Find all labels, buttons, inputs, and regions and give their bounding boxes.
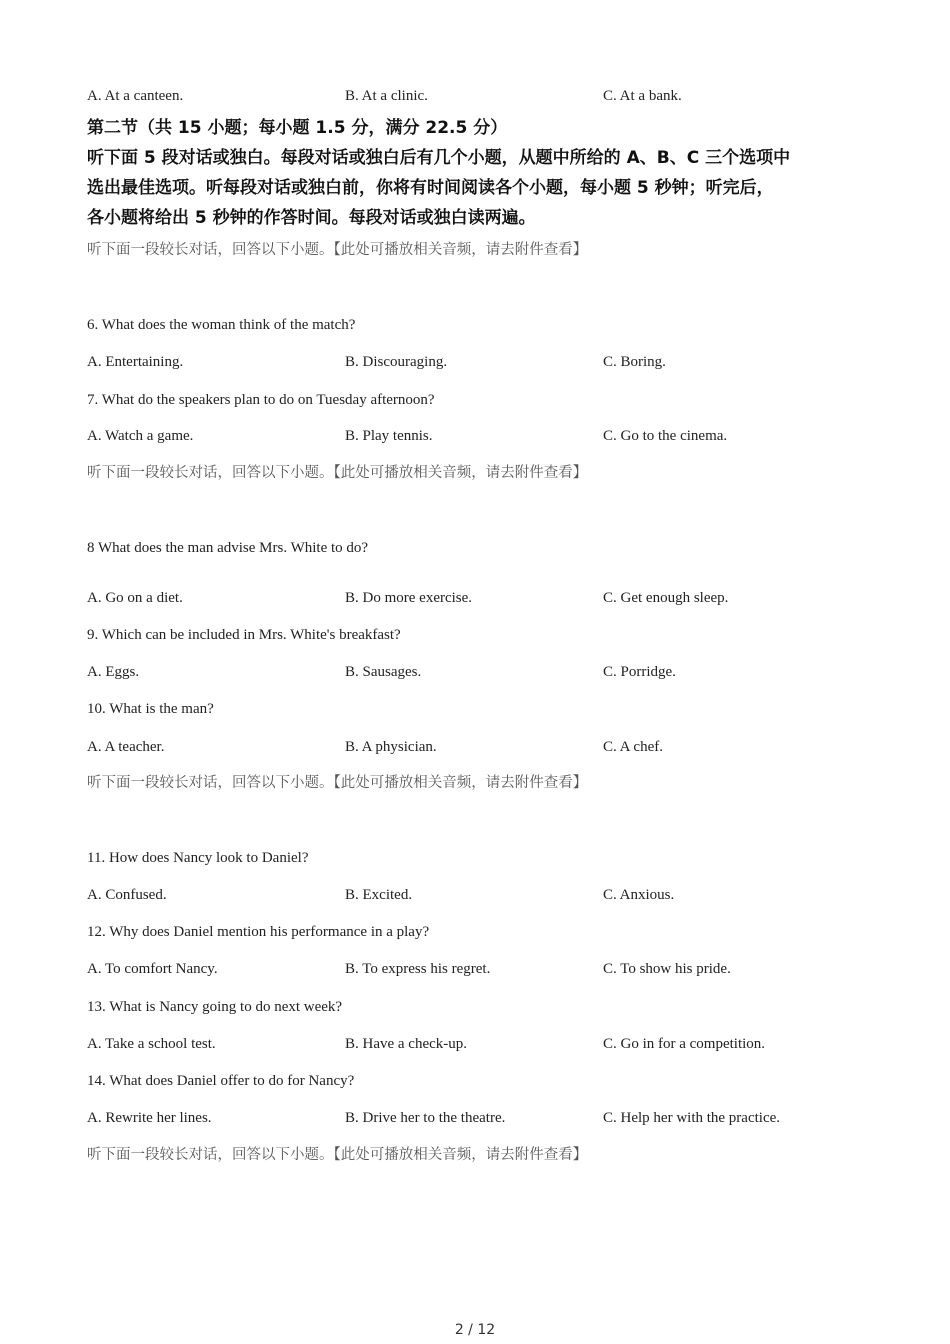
q6-option-c: C. Boring.	[603, 354, 666, 370]
q10-option-b: B. A physician.	[345, 739, 437, 755]
q12-option-a: A. To comfort Nancy.	[87, 961, 218, 977]
q8-option-a: A. Go on a diet.	[87, 590, 183, 606]
section-instructions-line-3: 各小题将给出 5 秒钟的作答时间。每段对话或独白读两遍。	[87, 208, 536, 228]
audio-note-2: 听下面一段较长对话，回答以下小题。【此处可播放相关音频，请去附件查看】	[87, 465, 588, 481]
q11-option-c: C. Anxious.	[603, 887, 675, 903]
question-14: 14. What does Daniel offer to do for Nancy?	[87, 1073, 355, 1089]
q5-option-c: C. At a bank.	[603, 88, 682, 104]
question-9: 9. Which can be included in Mrs. White's breakfast?	[87, 627, 401, 643]
q9-option-b: B. Sausages.	[345, 664, 422, 680]
q8-option-b: B. Do more exercise.	[345, 590, 473, 606]
question-12: 12. Why does Daniel mention his performance in a play?	[87, 924, 430, 940]
q14-option-c: C. Help her with the practice.	[603, 1110, 781, 1126]
question-7: 7. What do the speakers plan to do on Tuesday afternoon?	[87, 392, 435, 408]
q5-option-b: B. At a clinic.	[345, 88, 428, 104]
audio-note-3: 听下面一段较长对话，回答以下小题。【此处可播放相关音频，请去附件查看】	[87, 775, 588, 791]
q6-option-a: A. Entertaining.	[87, 354, 184, 370]
q11-option-b: B. Excited.	[345, 887, 413, 903]
q10-option-c: C. A chef.	[603, 739, 663, 755]
q14-option-b: B. Drive her to the theatre.	[345, 1110, 506, 1126]
q10-option-a: A. A teacher.	[87, 739, 165, 755]
audio-note-4: 听下面一段较长对话，回答以下小题。【此处可播放相关音频，请去附件查看】	[87, 1147, 588, 1163]
question-10: 10. What is the man?	[87, 701, 214, 717]
section-instructions-line-1: 听下面 5 段对话或独白。每段对话或独白后有几个小题，从题中所给的 A、B、C 三个选项中	[87, 148, 791, 168]
q11-option-a: A. Confused.	[87, 887, 167, 903]
q6-option-b: B. Discouraging.	[345, 354, 448, 370]
q12-option-b: B. To express his regret.	[345, 961, 491, 977]
page-indicator: 2 / 12	[454, 1322, 496, 1338]
question-13: 13. What is Nancy going to do next week?	[87, 999, 343, 1015]
q14-option-a: A. Rewrite her lines.	[87, 1110, 212, 1126]
section-instructions-line-2: 选出最佳选项。听每段对话或独白前，你将有时间阅读各个小题，每小题 5 秒钟；听完后，	[87, 178, 774, 198]
q7-option-c: C. Go to the cinema.	[603, 428, 728, 444]
q13-option-c: C. Go in for a competition.	[603, 1036, 766, 1052]
q12-option-c: C. To show his pride.	[603, 961, 731, 977]
question-8: 8 What does the man advise Mrs. White to do?	[87, 540, 369, 556]
q9-option-c: C. Porridge.	[603, 664, 676, 680]
question-6: 6. What does the woman think of the match?	[87, 317, 356, 333]
q13-option-a: A. Take a school test.	[87, 1036, 216, 1052]
audio-note-1: 听下面一段较长对话，回答以下小题。【此处可播放相关音频，请去附件查看】	[87, 242, 588, 258]
q9-option-a: A. Eggs.	[87, 664, 140, 680]
q7-option-a: A. Watch a game.	[87, 428, 194, 444]
q8-option-c: C. Get enough sleep.	[603, 590, 729, 606]
q5-option-a: A. At a canteen.	[87, 88, 184, 104]
q13-option-b: B. Have a check-up.	[345, 1036, 468, 1052]
q7-option-b: B. Play tennis.	[345, 428, 433, 444]
question-11: 11. How does Nancy look to Daniel?	[87, 850, 309, 866]
section-title: 第二节（共 15 小题；每小题 1.5 分，满分 22.5 分）	[87, 118, 508, 138]
